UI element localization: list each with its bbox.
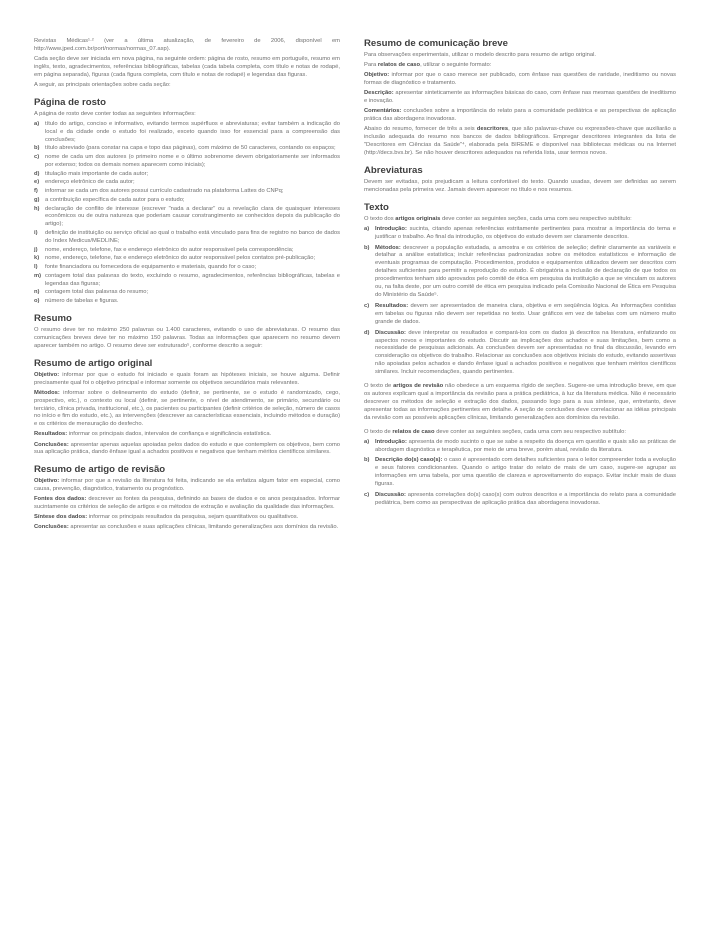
list-item <box>364 245 676 300</box>
item-text: conclusões sobre a importância do relato para a comunidade pediátrica e as perspectivas de aplicação prática das abordagens inovadoras. <box>364 108 676 123</box>
list-item <box>364 492 676 508</box>
list-marker: k) <box>34 255 40 262</box>
list-item <box>364 226 676 242</box>
case-report-sections-list <box>364 439 676 508</box>
text-span: O texto dos <box>364 215 396 222</box>
text-span: Para <box>364 62 378 69</box>
bold-span: relatos de caso <box>392 428 435 435</box>
section-heading-comunicacao-breve: Resumo de comunicação breve <box>364 38 508 49</box>
original-abstract-list <box>34 372 340 458</box>
paragraph <box>364 429 676 437</box>
list-item <box>364 439 676 455</box>
item-text: fonte financiadora ou fornecedora de equipamento e materiais, quando for o caso; <box>45 264 257 271</box>
list-marker: d) <box>34 170 40 177</box>
list-item <box>34 154 340 170</box>
paragraph: Para observações experimentais, utilizar o modelo descrito para resumo de artigo original. <box>364 52 596 58</box>
list-marker: l) <box>34 264 38 271</box>
list-marker: m) <box>34 272 42 279</box>
item-text: título abreviado (para constar na capa e topo das páginas), com máximo de 50 caracteres, contando os espaços; <box>45 145 336 152</box>
item-label: Resultados: <box>375 302 409 309</box>
title-page-list <box>34 121 340 306</box>
item-label: Métodos: <box>375 244 401 251</box>
list-marker: c) <box>364 302 370 309</box>
item-text: o caso é apresentado com detalhes suficientes para o leitor compreender toda a evolução e seus fatores condicionantes. Quando o artigo tratar do relato de mais de um caso, sugere-se agrupar as informações em uma tabela, por uma questão de clareza e aproveitamento do espaço. Evitar incluir mais de duas figuras. <box>375 457 676 488</box>
paragraph: A página de rosto deve conter todas as seguintes informações: <box>34 110 196 117</box>
list-item <box>34 197 340 205</box>
list-marker: e) <box>34 179 40 186</box>
item-text: titulação mais importante de cada autor; <box>45 170 149 177</box>
list-marker: g) <box>34 196 40 203</box>
labeled-paragraph <box>34 431 340 439</box>
section-heading-resumo: Resumo <box>34 313 72 324</box>
list-marker: b) <box>34 145 40 152</box>
list-item <box>364 457 676 489</box>
item-text: título do artigo, conciso e informativo, evitando termos supérfluos e abreviaturas; evitar também a indicação do local e da cidade onde o estudo foi realizado, exceto quando isso for essencial para a compreensão das conclusões; <box>45 120 340 143</box>
list-item <box>34 145 340 153</box>
labeled-paragraph <box>34 514 340 522</box>
paragraph: Devem ser evitadas, pois prejudicam a leitura confortável do texto. Quando usadas, devem ser definidas ao serem mencionadas pela primeira vez. Jamais devem aparecer no título e nos resumos. <box>364 178 676 193</box>
item-label: Objetivo: <box>364 72 390 79</box>
item-text: descrever as fontes da pesquisa, definindo as bases de dados e os anos pesquisados. Informar sucintamente os critérios de seleção de artigos e os métodos de extração e avaliação da qualidade das informações. <box>34 496 341 511</box>
list-item <box>364 330 676 377</box>
item-text: descrever a população estudada, a amostra e os critérios de seleção; definir claramente as variáveis e detalhar a análise estatística; incluir referências padronizadas sobre os métodos estatísticos e informação de eventuais programas de computação. Procedimentos, produtos e equipamentos utilizados devem ser descritos com detalhes suficientes para permitir a reprodução do estudo. É obrigatória a inclusão de declaração de que todos os procedimentos tenham sido aprovados pelo comitê de ética em pesquisa da instituição a que se vinculam os autores ou, na falta deste, por um outro comitê de ética em pesquisa indicado pela Comissão Nacional de Ética em Pesquisa do Ministério da Saúde⁵. <box>375 244 676 298</box>
item-text: definição de instituição ou serviço oficial ao qual o trabalho está vinculado para fins de registro no banco de dados do Index Medicus/MEDLINE; <box>45 230 340 244</box>
list-item <box>34 179 340 187</box>
item-text: número de tabelas e figuras. <box>45 298 119 305</box>
list-item <box>34 247 340 255</box>
item-label: Introdução: <box>375 438 407 445</box>
item-label: Resultados: <box>34 431 68 438</box>
item-text: apresentar as conclusões e suas aplicações clínicas, limitando generalizações aos domínios da revisão. <box>68 524 339 531</box>
item-label: Síntese dos dados: <box>34 514 88 521</box>
list-marker: f) <box>34 188 38 195</box>
item-text: nome, endereço, telefone, fax e endereço eletrônico do autor responsável pelos contatos pré-publicação; <box>45 255 316 262</box>
list-marker: a) <box>364 225 370 232</box>
original-article-sections-list <box>364 226 676 377</box>
item-label: Objetivo: <box>34 371 60 378</box>
list-item <box>34 121 340 145</box>
list-item <box>34 298 340 306</box>
item-label: Discussão: <box>375 329 406 336</box>
intro-paragraph: Revistas Médicas¹·² (ver a última atualização, de fevereiro de 2006, disponível em http://www.jped.com.br/port/normas/normas_07.asp). <box>34 38 340 52</box>
item-label: Introdução: <box>375 225 407 232</box>
item-label: Comentários: <box>364 108 402 115</box>
text-span: , que são palavras-chave ou expressões-chave que auxiliarão a inclusão adequada do resumo nos bancos de dados bibliográficos. Empregar descritores integrantes da lista de "Descritores em Ciências da Saúde"⁴, elaborada pela BIREME e disponível nas bibliotecas médicas ou na Internet (http://decs.bvs.br). Se não houver descritores adequados na referida lista, usar termos novos. <box>364 126 676 156</box>
item-text: apresenta de modo sucinto o que se sabe a respeito da doença em questão e quais são as práticas de abordagem diagnóstica e terapêutica, por meio de uma breve, porém atual, revisão da literatura. <box>375 438 676 453</box>
section-heading-resumo-artigo-original: Resumo de artigo original <box>34 357 153 369</box>
text-span: O texto de <box>364 383 394 390</box>
list-marker: j) <box>34 246 38 253</box>
intro-paragraph: Cada seção deve ser iniciada em nova página, na seguinte ordem: página de rosto, resumo em português, resumo em inglês, texto, agradecimentos, referências bibliográficas, tabelas (cada tabela completa, com título e notas de rodapé, em página separada), figuras (cada figura completa, com título e notas de rodapé) e legendas das figuras. <box>34 56 340 78</box>
item-label: Métodos: <box>34 389 60 396</box>
labeled-paragraph <box>364 90 676 106</box>
item-text: informar por que o estudo foi iniciado e quais foram as hipóteses iniciais, se houve alguma. Definir precisamente qual foi o objetivo principal e informar somente os objetivos secundários mais relevantes. <box>34 371 340 386</box>
item-label: Fontes dos dados: <box>34 496 87 503</box>
list-marker: b) <box>364 457 370 464</box>
labeled-paragraph <box>364 108 676 124</box>
item-text: nome de cada um dos autores (o primeiro nome e o último sobrenome devem obrigatoriamente ser informados por extenso; todos os demais nomes aparecem como iniciais); <box>45 154 340 169</box>
text-span: deve conter as seguintes seções, cada uma com seu respectivo subtítulo: <box>434 428 626 435</box>
labeled-paragraph <box>34 372 340 388</box>
right-column <box>364 38 676 511</box>
item-text: informar os principais resultados da pesquisa, sejam quantitativos ou qualitativos. <box>87 514 299 521</box>
list-item <box>34 188 340 196</box>
paragraph <box>364 216 676 224</box>
section-heading-texto: Texto <box>364 201 389 213</box>
list-marker: o) <box>34 298 40 305</box>
item-label: Conclusões: <box>34 441 69 448</box>
intro-paragraph: A seguir, as principais orientações sobre cada seção: <box>34 81 171 88</box>
item-text: apresentar sinteticamente as informações básicas do caso, com ênfase nas mesmas questões de ineditismo e inovação. <box>364 90 676 105</box>
paragraph <box>364 383 676 423</box>
list-item <box>34 206 340 230</box>
list-marker: n) <box>34 289 40 296</box>
section-heading-abreviaturas: Abreviaturas <box>364 164 423 176</box>
labeled-paragraph <box>34 442 340 458</box>
item-text: informar os principais dados, intervalos de confiança e significância estatística. <box>67 431 272 438</box>
list-marker: d) <box>364 329 370 336</box>
item-label: Descrição do(s) caso(s): <box>375 457 443 464</box>
item-text: endereço eletrônico de cada autor; <box>45 179 135 186</box>
item-text: contagem total das palavras do resumo; <box>45 289 149 296</box>
list-marker: c) <box>34 154 40 161</box>
list-item <box>34 273 340 289</box>
item-text: deve interpretar os resultados e compará-los com os dados já descritos na literatura, enfatizando os aspectos novos e importantes do estudo. Discutir as implicações dos achados e suas limitações, bem como a necessidade de pesquisas adicionais. As conclusões devem ser apresentadas no final da discussão, levando em consideração os objetivos do trabalho. Relacionar as conclusões aos objetivos iniciais do estudo, evitando assertivas não apoiadas pelos achados e dando ênfase igual a achados positivos e negativos que tenham méritos científicos similares. Incluir recomendações, quando pertinentes. <box>375 329 676 376</box>
list-item <box>34 289 340 297</box>
item-label: Objetivo: <box>34 478 60 485</box>
paragraph: O resumo deve ter no máximo 250 palavras ou 1.400 caracteres, evitando o uso de abreviaturas. O resumo das comunicações breves deve ter no máximo 150 palavras. Todas as informações que aparecem no resumo devem aparecer também no artigo. O resumo deve ser estruturado⁵, conforme descrito a seguir: <box>34 327 340 349</box>
list-marker: b) <box>364 244 370 251</box>
list-marker: c) <box>364 492 370 499</box>
text-span: O texto de <box>364 428 393 435</box>
bold-span: descritores <box>476 126 509 133</box>
text-span: deve conter as seguintes seções, cada uma com seu respectivo subtítulo: <box>440 215 632 222</box>
item-text: sucinta, citando apenas referências estritamente pertinentes para mostrar a importância do tema e justificar o trabalho. Ao final da introdução, os objetivos do estudo devem ser claramente descritos. <box>375 225 676 240</box>
list-marker: a) <box>364 438 370 445</box>
list-item <box>364 303 676 327</box>
list-marker: i) <box>34 230 38 237</box>
list-marker: h) <box>34 205 40 212</box>
item-text: a contribuição específica de cada autor para o estudo; <box>45 196 185 203</box>
labeled-paragraph <box>34 496 340 512</box>
item-label: Conclusões: <box>34 524 69 531</box>
labeled-paragraph <box>34 390 340 430</box>
case-report-abstract-list <box>364 72 676 124</box>
bold-span: relatos de caso <box>377 62 421 69</box>
labeled-paragraph <box>364 72 676 88</box>
labeled-paragraph <box>34 478 340 494</box>
text-span: , utilizar o seguinte formato: <box>420 62 492 69</box>
item-text: informar se cada um dos autores possui currículo cadastrado na plataforma Lattes do CNPq; <box>45 188 284 195</box>
paragraph <box>364 62 676 70</box>
text-span: Abaixo do resumo, fornecer de três a seis <box>364 126 477 133</box>
bold-span: artigos de revisão <box>393 383 444 390</box>
item-label: Descrição: <box>364 90 394 97</box>
labeled-paragraph <box>34 524 340 532</box>
text-span: não obedece a um esquema rígido de seções. Sugere-se uma introdução breve, em que os autores explicam qual a importância da revisão para a prática pediátrica, à luz da literatura médica. Não é necessário descrever os métodos de seleção e extração dos dados, passando logo para a sua síntese, que, entretanto, deve apresentar todas as informações pertinentes em detalhe. A seção de conclusões deve correlacionar as idéias principais da revisão com as possíveis aplicações clínicas, limitando generalizações aos domínios da revisão. <box>364 383 676 421</box>
list-item <box>34 264 340 272</box>
section-heading-resumo-artigo-revisao: Resumo de artigo de revisão <box>34 464 166 476</box>
item-text: apresenta correlações do(s) caso(s) com outros descritos e a importância do relato para a comunidade pediátrica, bem como as perspectivas de aplicação prática das abordagens inovadoras. <box>375 492 676 506</box>
item-text: informar por que a revisão da literatura foi feita, indicando se ela enfatiza algum fator em especial, como causa, prevenção, diagnóstico, tratamento ou prognóstico. <box>34 478 340 493</box>
list-marker: a) <box>34 120 40 127</box>
section-heading-pagina-de-rosto: Página de rosto <box>34 96 106 108</box>
list-item <box>34 230 340 246</box>
item-text: declaração de conflito de interesse (escrever "nada a declarar" ou a revelação clara de quaisquer interesses econômicos ou de outra natureza que poderiam causar constrangimento se conhecidos depois da publicação do artigo); <box>45 205 340 228</box>
list-item <box>34 255 340 263</box>
item-text: devem ser apresentados de maneira clara, objetiva e em seqüência lógica. As informações contidas em tabelas ou figuras não devem ser repetidas no texto. Usar gráficos em vez de tabelas com um número muito grande de dados. <box>375 302 676 325</box>
item-text: apresentar apenas aquelas apoiadas pelos dados do estudo e que contemplem os objetivos, bem como sua aplicação prática, dando ênfase igual a achados positivos e negativos que tenham méritos científicos similares. <box>34 441 340 456</box>
item-label: Discussão: <box>375 492 406 499</box>
paragraph <box>364 126 676 158</box>
item-text: contagem total das palavras do texto, excluindo o resumo, agradecimentos, referências bibliográficas, tabelas e legendas das figuras; <box>45 272 340 287</box>
left-column <box>34 38 340 535</box>
review-abstract-list <box>34 478 340 532</box>
item-text: nome, endereço, telefone, fax e endereço eletrônico do autor responsável pela correspondência; <box>45 246 294 253</box>
item-text: informar por que o caso merece ser publicado, com ênfase nas questões de raridade, ineditismo ou novas formas de diagnóstico e tratamento. <box>364 72 676 87</box>
item-text: informar sobre o delineamento do estudo (definir, se pertinente, se o estudo é randomizado, cego, prospectivo, etc.), o contexto ou local (definir, se pertinente, o nível de atendimento, se primário, secundário ou terciário, clínica privada, institucional, etc.), os pacientes ou participantes (definir critérios de seleção, número de casos no início e fim do estudo, etc.), as intervenções (descrever as características essenciais, incluindo métodos e duração) e os critérios de mensuração do desfecho. <box>34 389 340 428</box>
bold-span: artigos originais <box>395 215 441 222</box>
list-item <box>34 171 340 179</box>
